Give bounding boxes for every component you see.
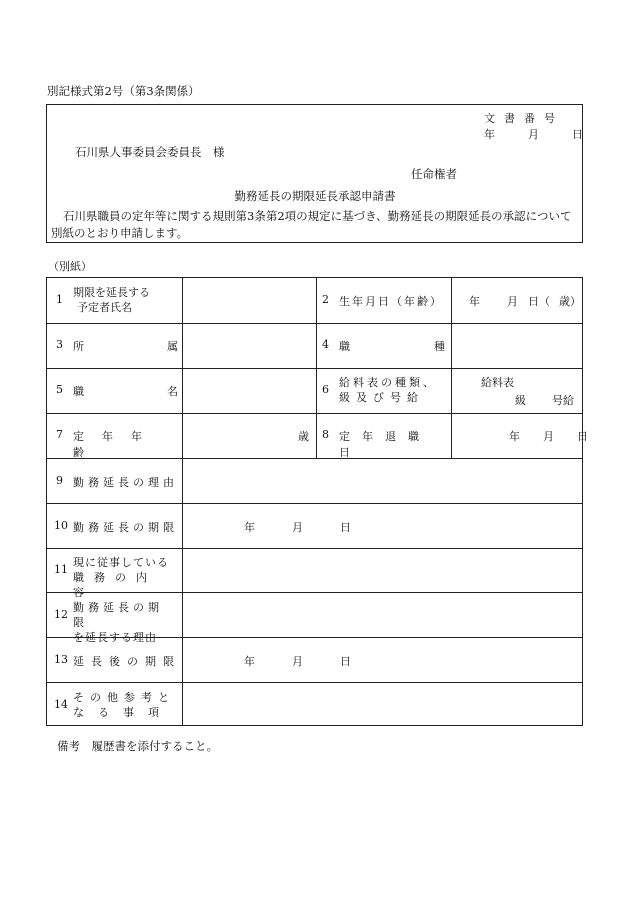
row-10-day: 日 [340, 521, 351, 534]
row-7-age-unit: 歳 [298, 430, 309, 443]
row-10-label: 勤務延長の期限 [73, 521, 178, 534]
row-5-label-a: 職 [73, 385, 84, 398]
row-5-label-b: 名 [167, 385, 178, 398]
row-11-label-line1: 現に従事している [73, 556, 169, 569]
row-12-label-line1: 勤務延長の期限 [73, 601, 163, 629]
row-14-label-line1: その他参考と [73, 691, 175, 704]
row-8-day: 日 [577, 430, 588, 443]
annex-label: （別紙） [48, 260, 92, 273]
row-9-number: 9 [56, 474, 63, 487]
date-day: 日 [572, 128, 583, 141]
date-year: 年 [484, 128, 495, 141]
row-13-year: 年 [244, 655, 255, 668]
row-3-label-a: 所 [73, 340, 84, 353]
appointer: 任命権者 [411, 167, 457, 181]
row-8-month: 月 [543, 430, 554, 443]
row-5-number: 5 [56, 383, 63, 396]
row-13-day: 日 [340, 655, 351, 668]
row-1-label-line2: 予定者氏名 [77, 301, 132, 314]
row-13-number: 13 [54, 653, 68, 666]
addressee: 石川県人事委員会委員長 様 [75, 145, 225, 159]
row-1-label-line1: 期限を延長する [73, 286, 150, 299]
row-13-label: 延長後の期限 [73, 655, 181, 668]
row-2-day: 日（ [528, 295, 550, 308]
row-2-month: 月 [507, 295, 518, 308]
row-14-number: 14 [54, 698, 68, 711]
row-9-label: 勤務延長の理由 [73, 476, 178, 489]
row-8-year: 年 [509, 430, 520, 443]
row-6-label-line2: 級及び号給 [339, 391, 424, 404]
row-2-age: 歳） [559, 295, 581, 308]
form-number: 別記様式第2号（第3条関係） [47, 84, 200, 98]
remark-note: 備考 履歴書を添付すること。 [57, 739, 218, 753]
document-title: 勤務延長の期限延長承認申請書 [234, 189, 396, 203]
row-3-label-b: 属 [167, 340, 178, 353]
row-4-label-b: 種 [434, 340, 445, 353]
row-6-step: 号給 [552, 394, 574, 407]
doc-number-label: 文書番号 [484, 112, 564, 125]
row-12-label-line2: を延長する理由 [73, 631, 157, 644]
row-6-grade: 級 [515, 394, 526, 407]
row-4-number: 4 [322, 338, 329, 351]
row-2-label: 生年月日（年齢） [339, 295, 443, 308]
row-6-salary-table: 給料表 [481, 376, 514, 389]
row-6-number: 6 [322, 383, 329, 396]
row-13-month: 月 [292, 655, 303, 668]
row-2-year: 年 [469, 295, 480, 308]
row-12-number: 12 [54, 608, 68, 621]
annex-table [46, 277, 588, 726]
row-6-label-line1: 給料表の種類、 [339, 376, 437, 389]
header-date [484, 126, 583, 142]
row-7-number: 7 [56, 428, 63, 441]
application-body: 石川県職員の定年等に関する規則第3条第2項の規定に基づき、勤務延長の期限延長の承認について別紙のとおり申請します。 [51, 209, 572, 240]
row-8-label: 定年退職日 [339, 430, 431, 459]
row-11-number: 11 [54, 563, 68, 576]
row-3-number: 3 [56, 338, 63, 351]
date-month: 月 [528, 128, 539, 141]
row-4-label-a: 職 [339, 340, 350, 353]
row-10-month: 月 [292, 521, 303, 534]
row-1-number: 1 [56, 293, 63, 306]
row-10-year: 年 [244, 521, 255, 534]
row-8-number: 8 [322, 428, 329, 441]
row-14-label-line2: なる事項 [73, 706, 173, 719]
row-2-number: 2 [322, 293, 329, 306]
row-10-number: 10 [54, 519, 68, 532]
row-11-label-line2: 職務の内容 [73, 571, 157, 599]
row-7-label: 定年年齢 [73, 430, 160, 459]
